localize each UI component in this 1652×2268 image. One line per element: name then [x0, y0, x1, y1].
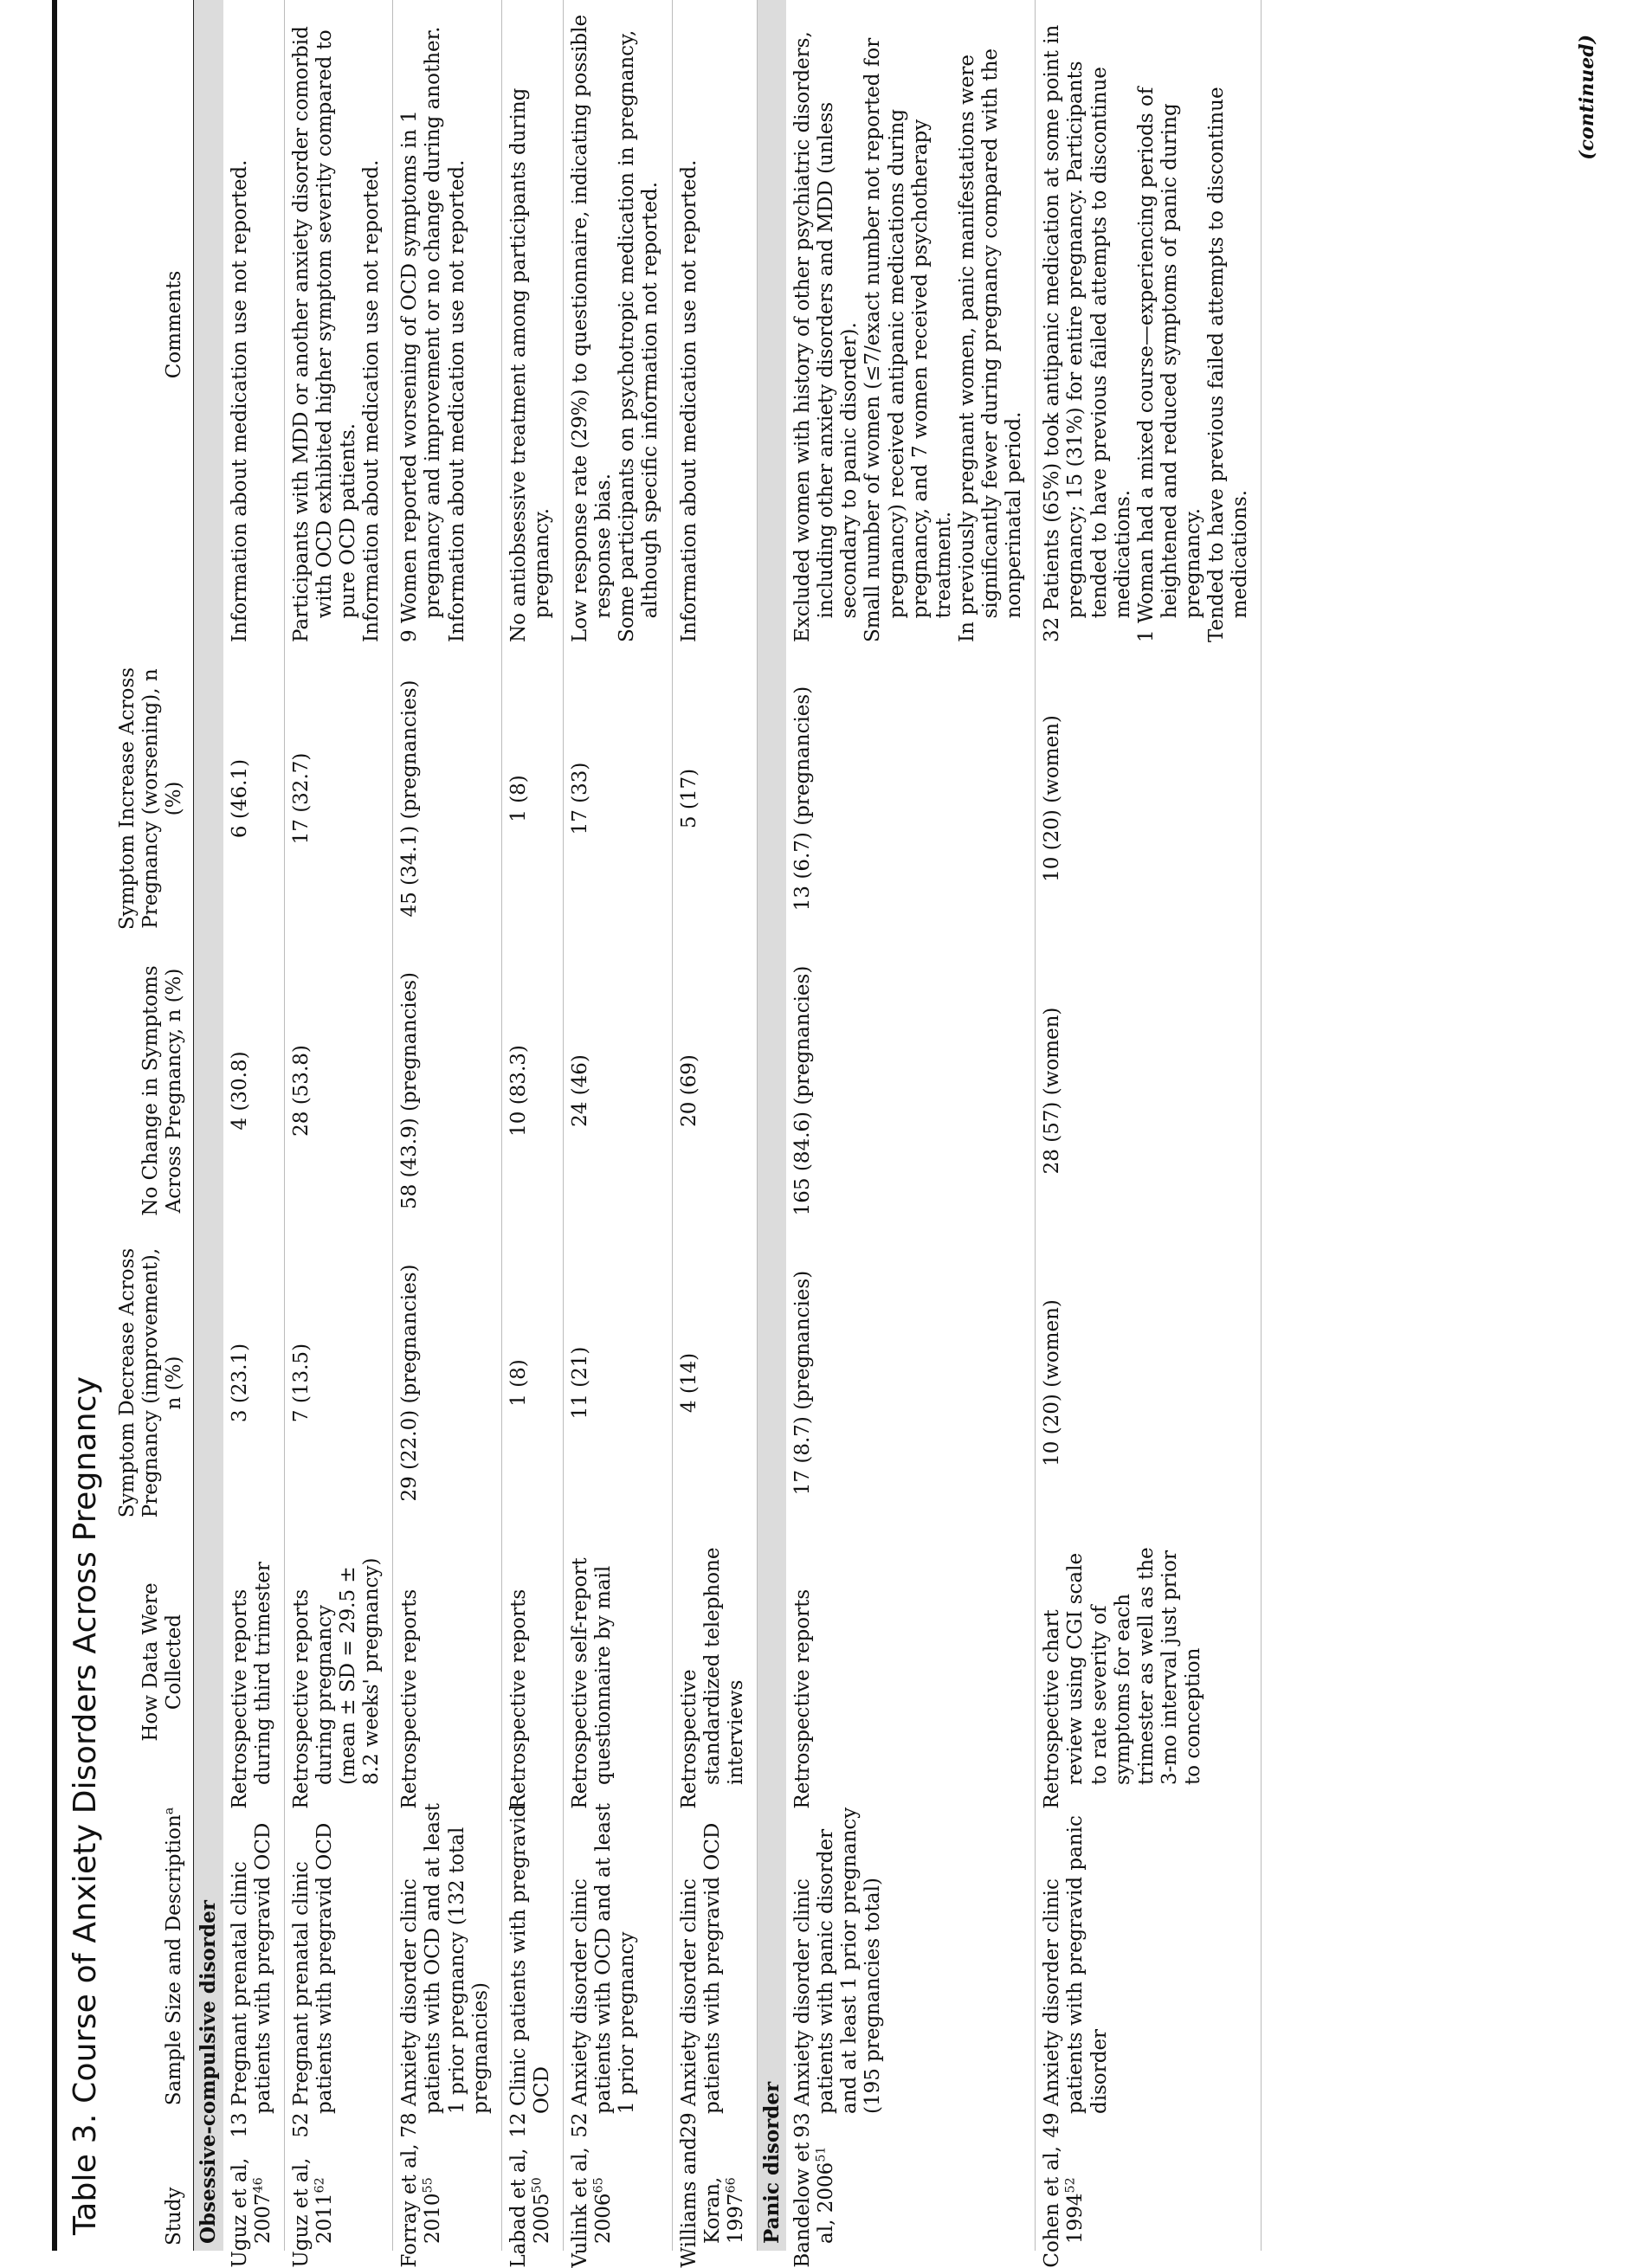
decrease-cell: 17 (8.7) (pregnancies) — [786, 1234, 1036, 1532]
comment-line: In previously pregnant women, panic manifestations were significantly fewer during pregnancy compared with the nonperinatal period. — [955, 48, 1026, 642]
table-body — [194, 0, 1262, 2268]
table-row — [393, 0, 502, 2251]
how-collected-cell: Retrospective reports during third trimester — [223, 1532, 285, 1792]
header-increase: Symptom Increase Across Pregnancy (worsening), n (%) — [113, 649, 194, 948]
decrease-cell: 10 (20) (women) — [1036, 1234, 1262, 1532]
decrease-cell: 3 (23.1) — [223, 1234, 285, 1532]
comment-line: Information about medication use not reported. — [228, 159, 251, 642]
decrease-cell: 11 (21) — [564, 1234, 673, 1532]
sample-cell: 78 Anxiety disorder clinic patients with OCD and at least 1 prior pregnancy (132 total pregnancies) — [393, 1792, 502, 2121]
comment-line: Tended to have previous failed attempts to discontinue medications. — [1205, 87, 1252, 642]
table-row — [284, 0, 393, 2251]
table-row — [786, 0, 1036, 2251]
title-bar — [52, 0, 113, 2251]
decrease-cell: 29 (22.0) (pregnancies) — [393, 1234, 502, 1532]
comments-cell — [1036, 0, 1262, 649]
study-cell — [501, 2121, 563, 2268]
section-row-ocd — [194, 0, 223, 2251]
sample-cell: 52 Pregnant prenatal clinic patients with pregravid OCD — [284, 1792, 393, 2121]
header-nochange: No Change in Symptoms Across Pregnancy, n (%) — [113, 948, 194, 1234]
study-name: Uguz et al, 2011 — [289, 2157, 336, 2268]
comment-line: Low response rate (29%) to questionnaire, indicating possible response bias. — [569, 14, 616, 642]
nochange-cell: 10 (83.3) — [501, 948, 563, 1234]
header-row — [113, 0, 194, 2251]
comments-cell — [393, 0, 502, 649]
continued-label: (continued) — [1576, 35, 1598, 160]
table-row — [672, 0, 757, 2251]
anxiety-course-table — [113, 0, 1262, 2268]
study-name: Labad et al, 2005 — [507, 2148, 553, 2268]
increase-cell: 5 (17) — [672, 649, 757, 948]
table-title: Table 3. Course of Anxiety Disorders Across Pregnancy — [68, 1376, 103, 2235]
increase-cell: 45 (34.1) (pregnancies) — [393, 649, 502, 948]
study-ref: 46 — [250, 2177, 265, 2194]
comment-line: Small number of women (≤7/exact number not reported for pregnancy) received antipanic medications during pregnancy, and 7 women received psychotherapy treatment. — [861, 37, 955, 642]
header-how: How Data Were Collected — [113, 1532, 194, 1792]
sample-cell: 29 Anxiety disorder clinic patients with pregravid OCD — [672, 1792, 757, 2121]
how-collected-cell: Retrospective standardized telephone interviews — [672, 1532, 757, 1792]
comments-cell — [284, 0, 393, 649]
study-cell — [672, 2121, 757, 2268]
comment-line: Information about medication use not reported. — [445, 159, 468, 642]
comment-line: 9 Women reported worsening of OCD symptoms in 1 pregnancy and improvement or no change during another. — [398, 26, 445, 642]
sample-cell: 13 Pregnant prenatal clinic patients with pregravid OCD — [223, 1792, 285, 2121]
nochange-cell: 28 (53.8) — [284, 948, 393, 1234]
comments-cell — [501, 0, 563, 649]
decrease-cell: 7 (13.5) — [284, 1234, 393, 1532]
comment-line: Information about medication use not reported. — [360, 159, 384, 642]
study-ref: 66 — [724, 2177, 739, 2194]
study-name: Bandelow et al, 2006 — [791, 2142, 838, 2268]
section-label: Panic disorder — [757, 0, 786, 2251]
table-row — [564, 0, 673, 2251]
header-sample: Sample Size and Description$^a$ — [113, 1792, 194, 2121]
nochange-cell: 24 (46) — [564, 948, 673, 1234]
study-name: Forray et al, 2010 — [398, 2143, 445, 2268]
nochange-cell: 58 (43.9) (pregnancies) — [393, 948, 502, 1234]
study-cell — [284, 2121, 393, 2268]
study-name: Uguz et al, 2007 — [228, 2157, 274, 2268]
increase-cell: 13 (6.7) (pregnancies) — [786, 649, 1036, 948]
table-row — [1036, 0, 1262, 2251]
increase-cell: 17 (32.7) — [284, 649, 393, 948]
section-label: Obsessive-compulsive disorder — [194, 0, 223, 2251]
nochange-cell: 28 (57) (women) — [1036, 948, 1262, 1234]
decrease-cell: 4 (14) — [672, 1234, 757, 1532]
comment-line: 32 Patients (65%) took antipanic medication at some point in pregnancy; 15 (31%) for entire pregnancy. Participants tended to have previous failed attempts to discontinue medications. — [1041, 24, 1134, 642]
study-ref: 50 — [530, 2177, 545, 2194]
how-collected-cell: Retrospective chart review using CGI scale to rate severity of symptoms for each trimester as well as the 3-mo interval just prior to conception — [1036, 1532, 1262, 1792]
table-row — [223, 0, 285, 2251]
comments-cell — [672, 0, 757, 649]
section-row-panic — [757, 0, 786, 2251]
comment-line: Excluded women with history of other psychiatric disorders, including other anxiety disorders and MDD (unless secondary to panic disorder). — [791, 31, 861, 642]
study-ref: 62 — [313, 2177, 327, 2194]
study-name: Cohen et al, 1994 — [1041, 2146, 1087, 2268]
study-cell — [1036, 2121, 1262, 2268]
comment-line: No antiobsessive treatment among participants during pregnancy. — [507, 87, 553, 642]
how-collected-cell: Retrospective reports — [501, 1532, 563, 1792]
study-ref: 55 — [421, 2177, 436, 2194]
nochange-cell: 20 (69) — [672, 948, 757, 1234]
study-name: Vulink et al, 2006 — [569, 2147, 616, 2268]
comment-line: Information about medication use not reported. — [677, 159, 700, 642]
comments-cell — [223, 0, 285, 649]
study-cell — [223, 2121, 285, 2268]
study-name: Williams and Koran, 1997 — [677, 2137, 747, 2268]
study-cell — [393, 2121, 502, 2268]
comments-cell — [786, 0, 1036, 649]
increase-cell: 17 (33) — [564, 649, 673, 948]
increase-cell: 10 (20) (women) — [1036, 649, 1262, 948]
decrease-cell: 1 (8) — [501, 1234, 563, 1532]
comments-cell — [564, 0, 673, 649]
table-row — [501, 0, 563, 2251]
study-cell — [564, 2121, 673, 2268]
sample-cell: 12 Clinic patients with pregravid OCD — [501, 1792, 563, 2121]
how-collected-cell: Retrospective reports — [786, 1532, 1036, 1792]
sample-cell: 49 Anxiety disorder clinic patients with pregravid panic disorder — [1036, 1792, 1262, 2121]
increase-cell: 1 (8) — [501, 649, 563, 948]
header-comments: Comments — [113, 0, 194, 649]
study-ref: 51 — [814, 2146, 829, 2162]
study-ref: 52 — [1063, 2177, 1078, 2194]
comment-line: Some participants on psychotropic medication in pregnancy, although specific information not reported. — [616, 29, 662, 642]
header-decrease: Symptom Decrease Across Pregnancy (improvement), n (%) — [113, 1234, 194, 1532]
nochange-cell: 4 (30.8) — [223, 948, 285, 1234]
sample-cell: 52 Anxiety disorder clinic patients with OCD and at least 1 prior pregnancy — [564, 1792, 673, 2121]
sample-cell: 93 Anxiety disorder clinic patients with panic disorder and at least 1 prior pregnancy (195 pregnancies total) — [786, 1792, 1036, 2121]
comment-line: Participants with MDD or another anxiety disorder comorbid with OCD exhibited higher symptom severity compared to pure OCD patients. — [289, 26, 359, 642]
study-cell — [786, 2121, 1036, 2268]
nochange-cell: 165 (84.6) (pregnancies) — [786, 948, 1036, 1234]
how-collected-cell: Retrospective self-report questionnaire by mail — [564, 1532, 673, 1792]
study-ref: 65 — [591, 2177, 606, 2194]
header-study: Study — [113, 2121, 194, 2251]
how-collected-cell: Retrospective reports during pregnancy (mean ± SD = 29.5 ± 8.2 weeks' pregnancy) — [284, 1532, 393, 1792]
how-collected-cell: Retrospective reports — [393, 1532, 502, 1792]
increase-cell: 6 (46.1) — [223, 649, 285, 948]
comment-line: 1 Woman had a mixed course—experiencing periods of heightened and reduced symptoms of panic during pregnancy. — [1134, 87, 1204, 642]
